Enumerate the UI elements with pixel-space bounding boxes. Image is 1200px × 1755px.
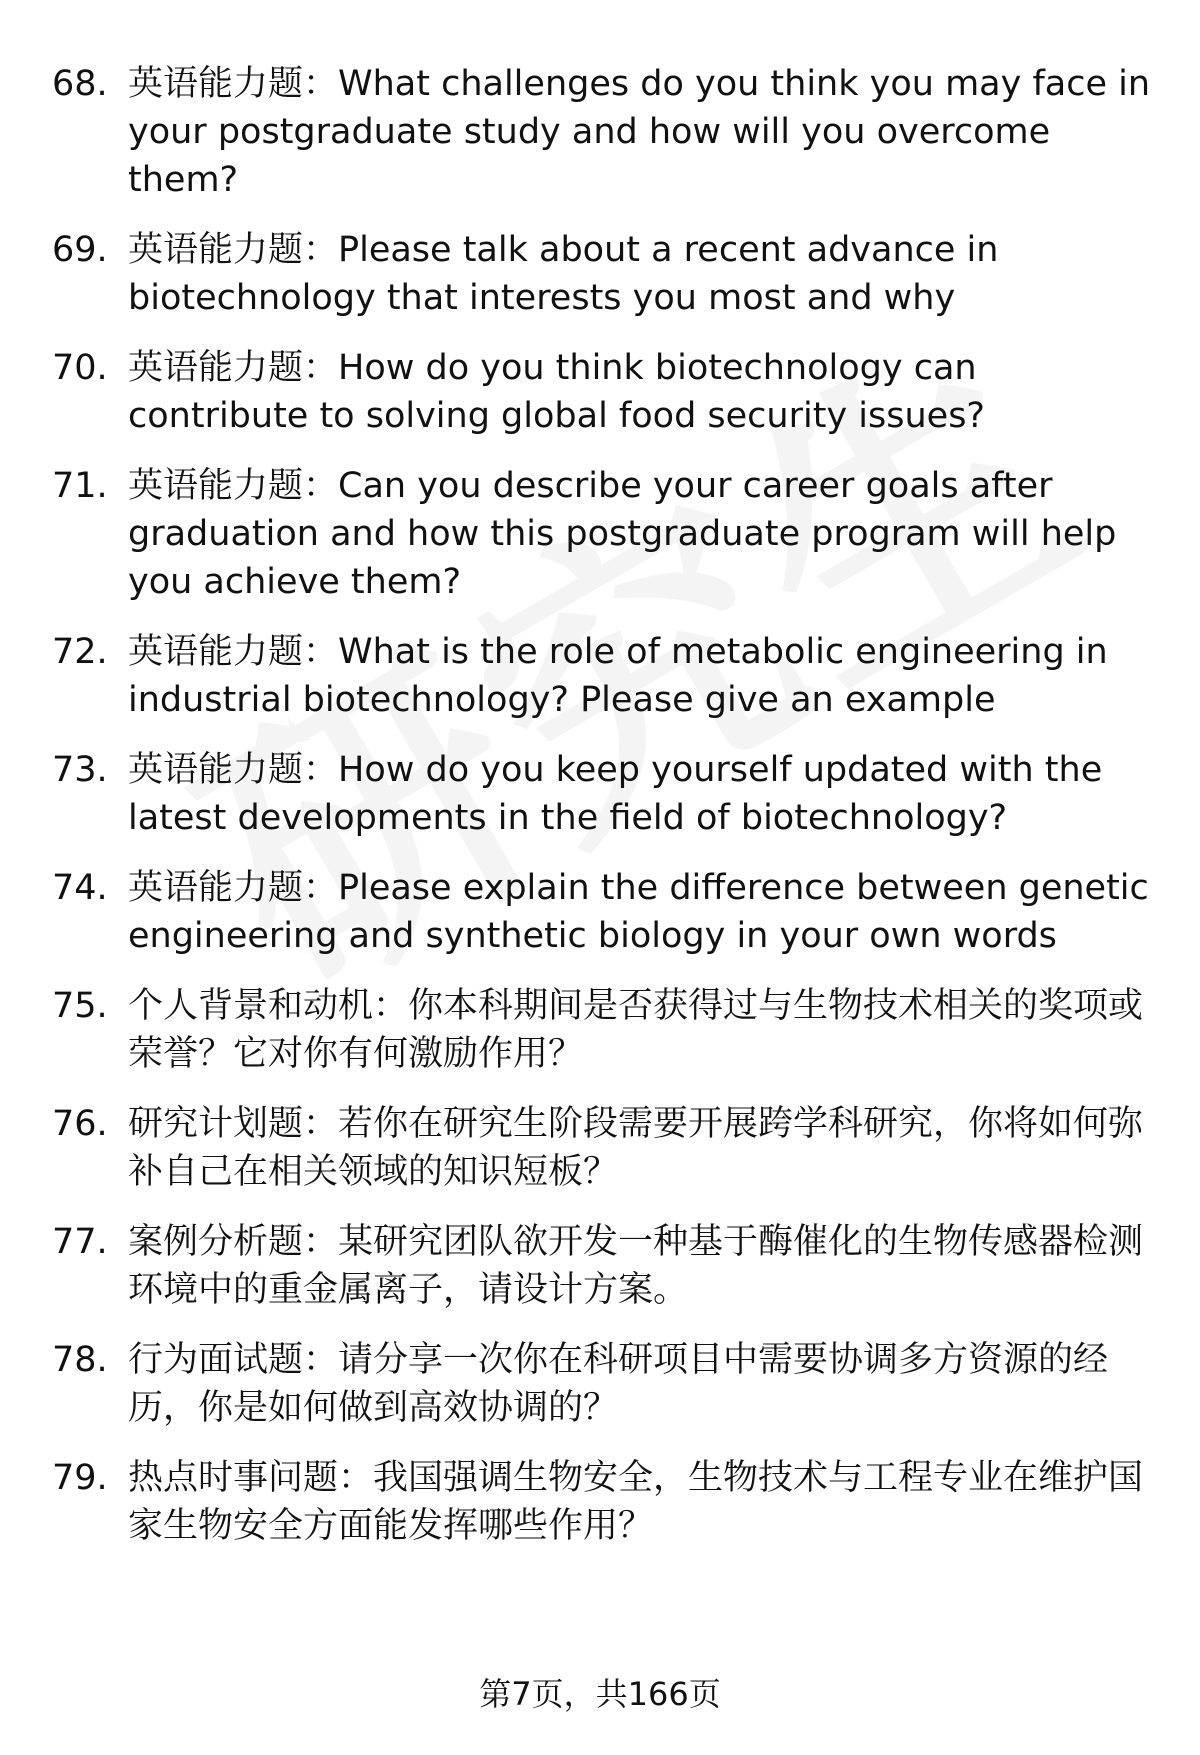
question-number: 68. (52, 64, 108, 104)
question-text: 英语能力题：Please talk about a recent advance in biotechnology that interests you most and why (128, 230, 999, 318)
question-text: 热点时事问题：我国强调生物安全，生物技术与工程专业在维护国家生物安全方面能发挥哪些作用？ (128, 1458, 1144, 1546)
question-text: 英语能力题：Please explain the difference between genetic engineering and synthetic biology in your own words (128, 868, 1149, 956)
question-item (0, 344, 1200, 440)
question-item (0, 1454, 1200, 1550)
question-text: 英语能力题：What challenges do you think you may face in your postgraduate study and how will you overcome them? (128, 64, 1151, 200)
question-item (0, 1336, 1200, 1432)
question-text: 英语能力题：Can you describe your career goals after graduation and how this postgraduate program will help you achieve them? (128, 466, 1117, 602)
question-list (0, 60, 1200, 1572)
page-footer: 第7页，共166页 (479, 1675, 721, 1713)
question-number: 76. (52, 1104, 108, 1144)
question-item (0, 1218, 1200, 1314)
question-text: 案例分析题：某研究团队欲开发一种基于酶催化的生物传感器检测环境中的重金属离子，请设计方案。 (128, 1222, 1144, 1310)
question-text: 英语能力题：How do you keep yourself updated with the latest developments in the field of biotechnology? (128, 750, 1103, 838)
question-item (0, 628, 1200, 724)
question-number: 70. (52, 348, 108, 388)
question-number: 73. (52, 750, 108, 790)
question-text: 英语能力题：What is the role of metabolic engineering in industrial biotechnology? Please give an example (128, 632, 1108, 720)
question-text: 行为面试题：请分享一次你在科研项目中需要协调多方资源的经历，你是如何做到高效协调的？ (128, 1340, 1109, 1428)
question-number: 75. (52, 986, 108, 1026)
question-item (0, 226, 1200, 322)
question-text: 研究计划题：若你在研究生阶段需要开展跨学科研究，你将如何弥补自己在相关领域的知识短板？ (128, 1104, 1144, 1192)
question-number: 77. (52, 1222, 108, 1262)
question-number: 74. (52, 868, 108, 908)
question-number: 78. (52, 1340, 108, 1380)
question-item (0, 462, 1200, 606)
question-number: 71. (52, 466, 108, 506)
question-number: 72. (52, 632, 108, 672)
question-text: 英语能力题：How do you think biotechnology can contribute to solving global food security issues? (128, 348, 986, 436)
question-item (0, 1100, 1200, 1196)
question-number: 69. (52, 230, 108, 270)
question-number: 79. (52, 1458, 108, 1498)
question-item (0, 60, 1200, 204)
question-item (0, 864, 1200, 960)
question-item (0, 746, 1200, 842)
question-text: 个人背景和动机：你本科期间是否获得过与生物技术相关的奖项或荣誉？它对你有何激励作用？ (128, 986, 1144, 1074)
question-item (0, 982, 1200, 1078)
